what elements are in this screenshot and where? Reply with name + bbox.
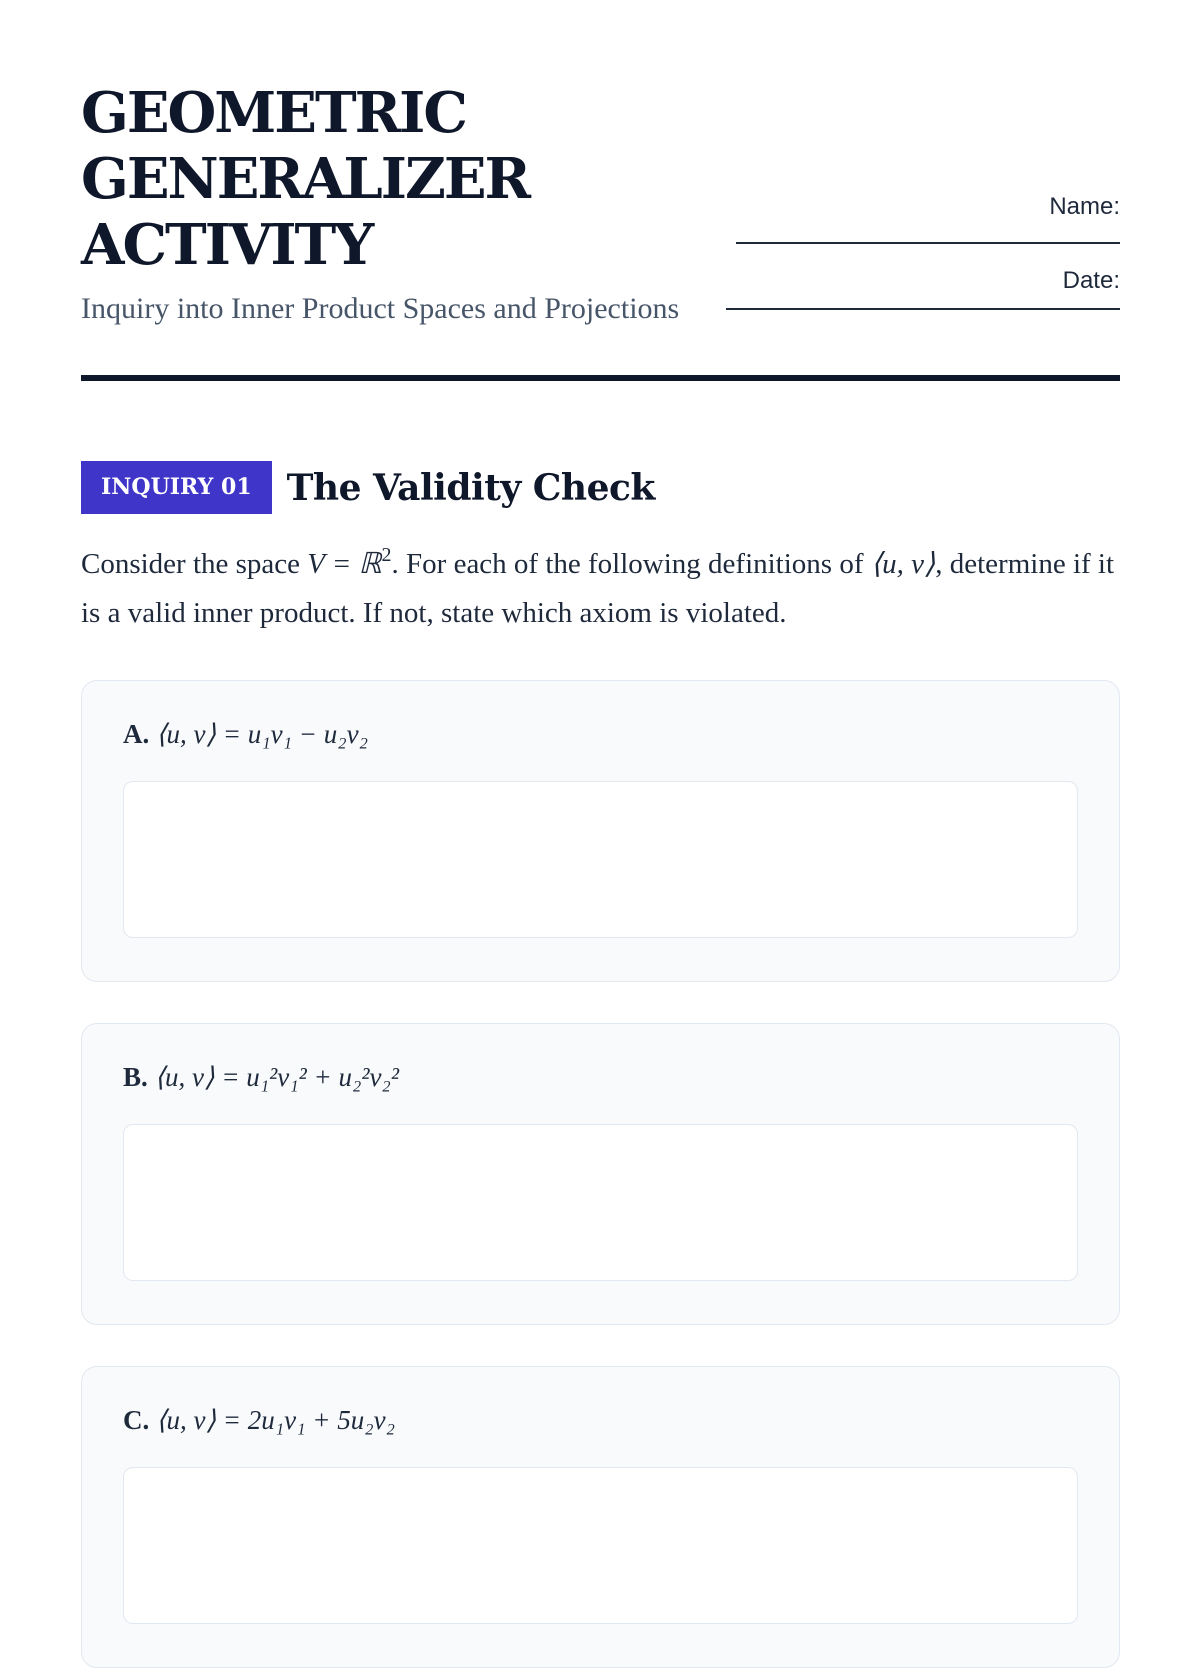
title-line-3: ACTIVITY bbox=[81, 212, 373, 278]
question-lhs-b: ⟨u, v⟩ = bbox=[154, 1062, 247, 1092]
question-letter-b: B. bbox=[123, 1062, 148, 1092]
page-subtitle: Inquiry into Inner Product Spaces and Projections bbox=[81, 292, 680, 325]
worksheet-header bbox=[81, 0, 1120, 380]
name-write-line[interactable] bbox=[736, 242, 1120, 244]
question-formula-c: 2u₁v₁ + 5u₂v₂ bbox=[247, 1405, 396, 1435]
question-label-a bbox=[123, 719, 368, 750]
answer-box-a[interactable] bbox=[123, 781, 1078, 938]
intro-space-symbol: V = ℝ bbox=[307, 548, 382, 580]
intro-text-1: Consider the space bbox=[81, 548, 308, 580]
intro-text-3: , determine if it is a valid inner product. If not, state which axiom is violated. bbox=[81, 548, 1115, 629]
intro-inner-product-math: ⟨u, v⟩ bbox=[870, 548, 936, 580]
question-formula-a: u₁v₁ − u₂v₂ bbox=[247, 719, 369, 749]
question-letter-a: A. bbox=[123, 719, 150, 749]
question-card-a bbox=[81, 680, 1120, 982]
question-lhs-c: ⟨u, v⟩ = bbox=[156, 1405, 248, 1435]
title-line-2: GENERALIZER bbox=[81, 146, 530, 212]
question-label-c bbox=[123, 1405, 395, 1436]
inquiry-badge: INQUIRY 01 bbox=[81, 461, 272, 514]
student-info bbox=[720, 192, 1120, 332]
header-divider bbox=[81, 375, 1120, 381]
answer-box-b[interactable] bbox=[123, 1124, 1078, 1281]
date-label: Date: bbox=[1062, 267, 1120, 294]
question-lhs-a: ⟨u, v⟩ = bbox=[156, 719, 248, 749]
question-letter-c: C. bbox=[123, 1405, 150, 1435]
date-write-line[interactable] bbox=[726, 308, 1120, 310]
section-title: The Validity Check bbox=[286, 466, 655, 509]
title-line-1: GEOMETRIC bbox=[81, 80, 466, 146]
page-title bbox=[81, 80, 641, 278]
name-label: Name: bbox=[1049, 193, 1120, 220]
intro-space-math bbox=[307, 544, 392, 580]
question-card-c bbox=[81, 1366, 1120, 1668]
intro-text-2: . For each of the following definitions of bbox=[391, 548, 871, 580]
question-formula-b: u₁²v₁² + u₂²v₂² bbox=[246, 1062, 399, 1092]
intro-space-exponent: 2 bbox=[381, 544, 392, 566]
section-instructions bbox=[81, 540, 1120, 638]
worksheet-page bbox=[81, 0, 1120, 1435]
question-label-b bbox=[123, 1062, 399, 1093]
question-card-b bbox=[81, 1023, 1120, 1325]
answer-box-c[interactable] bbox=[123, 1467, 1078, 1624]
section-heading bbox=[81, 461, 655, 514]
